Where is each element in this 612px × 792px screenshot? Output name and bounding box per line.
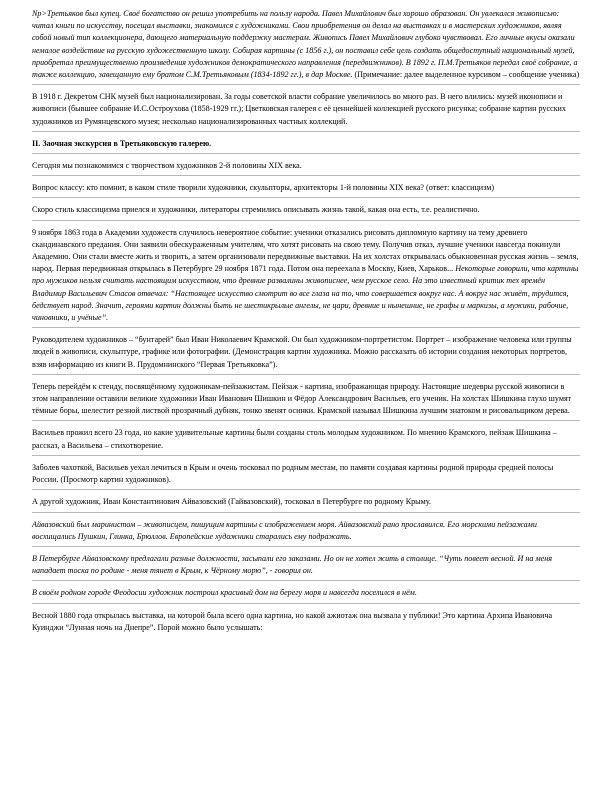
section-heading <box>32 138 580 154</box>
paragraph-aivazovsky-feodosia <box>32 587 580 603</box>
heading-text: II. Заочная экскурсия в Третьяковскую галерею. <box>32 138 212 148</box>
paragraph-landscape <box>32 381 580 422</box>
paragraph-text: 9 ноября 1863 года в Академии художеств случилось невероятное событие: ученики отказались рисовать дипломную картину на тему древнего скандинавского предания. Они заявили обескураженным учителям, что хотят рисовать на свою тему. Получив отказ, лучшие ученики навсегда покинули Академию. Они стали вместе жить и творить, а затем организовали передвижные выставки. На их холстах открывалась обыкновенная русская жизнь – земля, народ. Первая передвижная открылась в Петербурге 29 ноября 1871 года. Потом она переехала в Москву, Киев, Харьков... <box>32 227 579 274</box>
paragraph-text: Скоро стиль классицизма приелся и художники, литераторы стремились описывать жизнь такой, какая она есть, т.е. реалистично. <box>32 205 480 215</box>
stasov-quote-text: Некоторые говорили, что картины про мужиков нельзя считать настоящим искусством, что древние развалины живописнее, чем русское село. На это известный критик тех времён Владимир Васильевич Стасов отвечал: “Настоящее искусство смотрит во все глаза на то, что совершается вокруг нас. А вокруг нас живёт, трудится, бедствует народ. Значит, героями картин должны быть не шестикрылые ангелы, не цари, древние и нынешние, не графы и маркизы, а мужики, рабочие, чиновники, и учёные”. <box>32 264 579 323</box>
paragraph-kuindzhi <box>32 610 580 634</box>
paragraph-realism <box>32 204 580 220</box>
paragraph-intro <box>32 160 580 176</box>
paragraph-text: Заболев чахоткой, Васильев уехал лечиться в Крым и очень тосковал по родным местам, по памяти создавая картины родной природы средней полосы России. (Просмотр картин художников). <box>32 462 554 485</box>
paragraph-text: Вопрос классу: кто помнит, в каком стиле творили художники, скульпторы, архитекторы 1-й половины XIX века? (ответ: классицизм) <box>32 183 495 193</box>
note-text: (Примечание: далее выделенное курсивом – сообщение ученика) <box>352 70 580 80</box>
paragraph-question <box>32 182 580 198</box>
paragraph-text: В Петербурге Айвазовскому предлагали разные должности, засыпали его заказами. Но он не хотел жить в столице. “Чуть повеет весной. И на меня нападает тоска по родине - меня тянет в Крым, к Чёрному морю”, - говорил он. <box>32 553 553 576</box>
paragraph-aivazovsky-intro <box>32 496 580 512</box>
paragraph-text: Теперь перейдём к стенду, посвящённому художникам-пейзажистам. Пейзаж - картина, изображающая природу. Настоящие шедевры русской живописи в этом направлении оставили великие художники Иван Иванович Шишкин и Фёдор Александрович Васильев, его ученик. На холстах Шишкина глухо шумят тёмные боры, шелестит резной листвой прозрачный дубняк, тонко звенят осинки. Крамской называл Шишкина лучшим знатоком и рисовальщиком дерева. <box>32 381 572 416</box>
paragraph-text: Сегодня мы познакомимся с творчеством художников 2-й половины XIX века. <box>32 161 302 171</box>
paragraph-text: В своём родном городе Феодосии художник построил красивый дом на берегу моря и навсегда поселился в нём. <box>32 588 417 598</box>
paragraph-nationalization <box>32 91 580 132</box>
paragraph-text: Руководителем художников – “бунтарей” был Иван Николаевич Крамской. Он был художником-портретистом. Портрет – изображение человека или группы людей в живописи, скульптуре, графике или фотографии. (Демонстрация картин художника. Можно рассказать об истории создания некоторых портретов, взяв информацию из книги В. Прудомнинского “Первая Третьяковка”). <box>32 335 572 369</box>
paragraph-text: Васильев прожил всего 23 года, но какие удивительные картины были созданы столь молодым художником. По мнению Крамского, пейзаж Шишкина – рассказ, а Васильева – стихотворение. <box>32 428 557 450</box>
paragraph-vasiliev <box>32 427 580 455</box>
paragraph-text: Весной 1880 года открылась выставка, на которой была всего одна картина, но какой ажиотаж она вызвала у публики! Это картина Архипа Ивановича Куинджи “Лунная ночь на Днепре”. Порой можно было услышать: <box>32 610 553 632</box>
paragraph-text: В 1918 г. Декретом СНК музей был национализирован. За годы советской власти собрание увеличилось во много раз. В него влились: музей иконописи и живописи (бывшее собрание И.С.Остроухова (1858-1929 гг.); Цветковская галерея с её ценнейшей коллекцией русского рисунка; собрание картин русских художников из Румянцевского музея; несколько национализированных частных коллекций. <box>32 92 566 126</box>
student-report-text: Np>Третьяков был купец. Своё богатство он решил употребить на пользу народа. Павел Михайлович был хорошо образован. Он увлекался живописью: читал книги по искусству, посещал выставки, знакомился с художниками. Свои приобретения он делал на выставках и в мастерских художников, являя собой новый тип коллекционера, дающего материальную поддержку мастерам. Живопись Павел Михайлович глубоко чувствовал. Его личные вкусы оказали немалое воздействие на русскую художественную школу. Собирая картины (с 1856 г.), он поставил себе цель создать общедоступный национальный музей, приобретал преимущественно произведения художников демократического направления (передвижников). В 1892 г. П.М.Третьяков передал своё собрание, а также коллекцию, завещанную ему братом С.М.Третьяковым (1834-1892 гг.), в дар Москве. <box>32 9 578 80</box>
paragraph-aivazovsky-petersburg <box>32 553 580 581</box>
paragraph-academy-revolt <box>32 227 580 329</box>
paragraph-vasiliev-crimea <box>32 462 580 490</box>
paragraph-aivazovsky-marinist <box>32 519 580 547</box>
paragraph-text: А другой художник, Иван Константинович Айвазовский (Гайвазовский), тосковал в Петербурге по родному Крыму. <box>32 497 431 507</box>
paragraph-kramskoy <box>32 334 580 375</box>
paragraph-text: Айвазовский был маринистом – живописцем, пишущим картины с изображением моря. Айвазовский рано прославился. Его морскими пейзажами восхищались Пушкин, Глинка, Брюллов. Европейские художники старались ему подражать. <box>32 519 537 541</box>
paragraph-tretyakov-bio <box>32 8 580 85</box>
document-page <box>32 8 580 634</box>
